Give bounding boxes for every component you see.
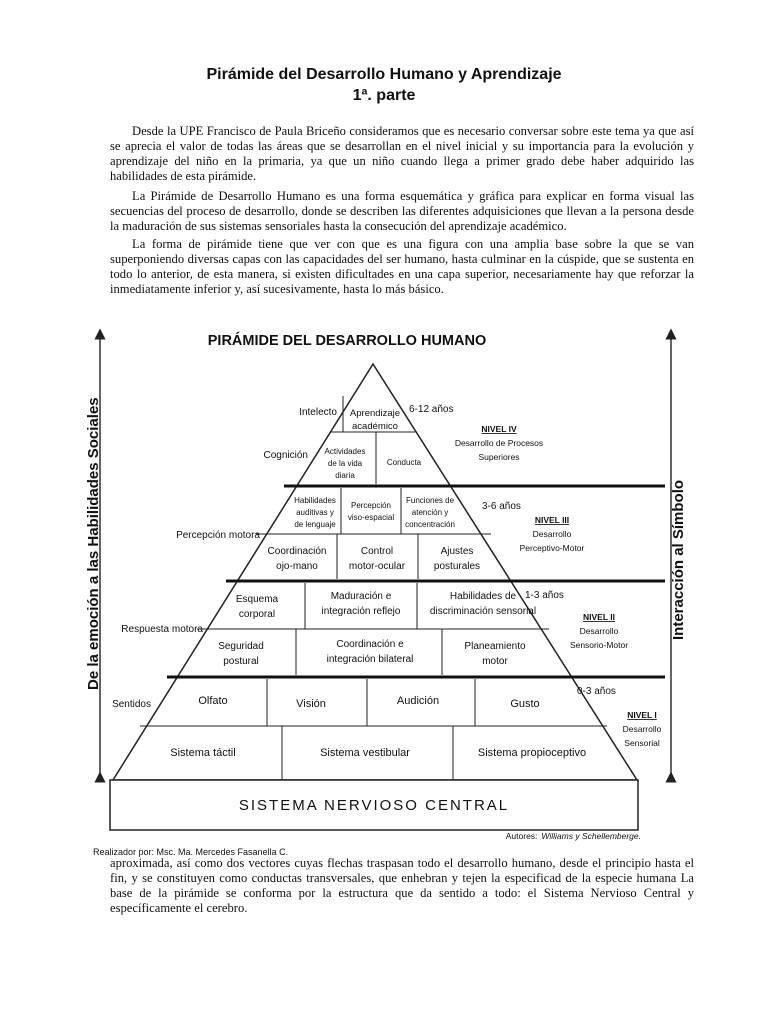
row-label-cognicion: Cognición bbox=[263, 450, 308, 461]
cell-percepcion-viso: viso-espacial bbox=[347, 513, 395, 522]
cell-sistema-tactil: Sistema táctil bbox=[170, 747, 236, 759]
age-level-1: 0-3 años bbox=[577, 686, 616, 697]
level-2-title: NIVEL II bbox=[583, 612, 615, 622]
level-3-title: NIVEL III bbox=[534, 515, 570, 525]
level-4-title: NIVEL IV bbox=[481, 424, 517, 434]
level-4-desc: Desarrollo de Procesos bbox=[454, 438, 544, 448]
cell-habilidades-auditivas: auditivas y bbox=[296, 508, 334, 517]
cell-gusto: Gusto bbox=[510, 698, 540, 710]
cell-audicion: Audición bbox=[396, 695, 440, 707]
cell-esquema: Esquema bbox=[235, 594, 279, 605]
paragraph-continuation: aproximada, así como dos vectores cuyas flechas traspasan todo el desarrollo humano, desde el principio hasta el fin, y se constituyen como conductas transversales, que enhebran y tejen la especificad de la especie humana La base de la pirámide se conforma por la estructura que da sentido a todo: el Sistema Nervioso Central y específicamente el cerebro. bbox=[110, 856, 694, 915]
age-level-3: 3-6 años bbox=[482, 501, 521, 512]
cell-vision: Visión bbox=[296, 698, 326, 710]
age-level-4: 6-12 años bbox=[409, 404, 454, 415]
level-3-desc: Perceptivo-Motor bbox=[519, 543, 585, 553]
cell-conducta: Conducta bbox=[386, 458, 422, 467]
row-label-percepcion: Percepción motora bbox=[176, 530, 260, 541]
level-4-desc: Superiores bbox=[478, 452, 520, 462]
cell-funciones: concentración bbox=[405, 520, 455, 529]
cell-planeamiento: motor bbox=[482, 656, 508, 667]
cell-habilidades-discriminacion: discriminación sensorial bbox=[429, 606, 537, 617]
cell-coordinacion-bilateral: Coordinación e bbox=[336, 639, 404, 650]
cell-olfato: Olfato bbox=[198, 695, 228, 707]
age-level-2: 1-3 años bbox=[525, 590, 564, 601]
cell-maduracion: Maduración e bbox=[330, 591, 392, 602]
made-by-credit: Realizador por: Msc. Ma. Mercedes Fasanella C. bbox=[93, 847, 289, 857]
cell-seguridad: Seguridad bbox=[218, 641, 264, 652]
base-label: SISTEMA NERVIOSO CENTRAL bbox=[238, 797, 510, 814]
cell-control-motor: motor-ocular bbox=[348, 561, 406, 572]
cell-esquema: corporal bbox=[238, 609, 276, 620]
cell-actividades: de la vida bbox=[327, 459, 363, 468]
cell-funciones: atención y bbox=[411, 508, 449, 517]
cell-planeamiento: Planeamiento bbox=[464, 641, 526, 652]
row-label-respuesta: Respuesta motora bbox=[121, 624, 203, 635]
paragraph-intro: Desde la UPE Francisco de Paula Briceño consideramos que es necesario conversar sobre este tema ya que así se aprecia el valor de todas las áreas que se desarrollan en el nivel inicial y su importancia para la evolución y aprendizaje del niño en la primaria, ya que un niño cuando llega a primer grado debe haber adquirido las habilidades de esta pirámide. bbox=[110, 124, 694, 183]
row-label-sentidos: Sentidos bbox=[112, 699, 151, 710]
level-1-desc: Sensorial bbox=[624, 738, 660, 748]
authors-names: Williams y Schellemberge. bbox=[541, 831, 641, 841]
cell-ajustes: Ajustes bbox=[440, 546, 474, 557]
level-1-title: NIVEL I bbox=[627, 710, 657, 720]
cell-percepcion-viso: Percepción bbox=[350, 501, 392, 510]
paragraph-shape: La forma de pirámide tiene que ver con que es una figura con una amplia base sobre la que se van superponiendo diversas capas con las capacidades del ser humano, hasta culminar en la cúspide, que se sustenta en todo lo anterior, de esta manera, si existen dificultades en una capa superior, necesariamente hay que reforzar la inmediatamente inferior y, así sucesivamente, hasta lo más básico. bbox=[110, 237, 694, 296]
cell-habilidades-discriminacion: Habilidades de bbox=[449, 591, 517, 602]
cell-aprendizaje: Aprendizaje bbox=[349, 408, 401, 419]
level-2-desc: Desarrollo bbox=[579, 626, 619, 636]
cell-aprendizaje: académico bbox=[352, 421, 398, 432]
cell-actividades: diaria bbox=[335, 471, 355, 480]
cell-sistema-propioceptivo: Sistema propioceptivo bbox=[477, 747, 587, 759]
cell-actividades: Actividades bbox=[324, 447, 366, 456]
cell-ajustes: posturales bbox=[433, 561, 481, 572]
authors-credit bbox=[506, 831, 641, 841]
cell-seguridad: postural bbox=[223, 656, 259, 667]
row-label-intelecto: Intelecto bbox=[299, 407, 337, 418]
level-3-desc: Desarrollo bbox=[532, 529, 572, 539]
pyramid-figure bbox=[85, 322, 705, 862]
document-title: Pirámide del Desarrollo Humano y Aprendizaje bbox=[206, 66, 562, 83]
cell-control-motor: Control bbox=[360, 546, 394, 557]
cell-funciones: Funciones de bbox=[405, 496, 455, 505]
cell-habilidades-auditivas: de lenguaje bbox=[294, 520, 336, 529]
right-arrow-label: Interacción al Símbolo bbox=[670, 479, 687, 640]
cell-coordinacion-bilateral: integración bilateral bbox=[326, 654, 414, 665]
level-1-desc: Desarrollo bbox=[622, 724, 662, 734]
paragraph-definition: La Pirámide de Desarrollo Humano es una forma esquemática y gráfica para explicar en forma visual las secuencias del proceso de desarrollo, donde se describen las diferentes adquisiciones que llevan a la persona desde la maduración de sus sistemas sensoriales hasta la consecución del aprendizaje académico. bbox=[110, 189, 694, 233]
cell-maduracion: integración reflejo bbox=[321, 606, 401, 617]
level-2-desc: Sensorio-Motor bbox=[569, 640, 629, 650]
cell-coordinacion-ojo-mano: ojo-mano bbox=[276, 561, 318, 572]
document-subtitle: 1ª. parte bbox=[352, 87, 416, 104]
figure-title: PIRÁMIDE DEL DESARROLLO HUMANO bbox=[207, 333, 487, 349]
left-arrow-label: De la emoción a las Habilidades Sociales bbox=[85, 397, 102, 690]
cell-coordinacion-ojo-mano: Coordinación bbox=[267, 546, 327, 557]
authors-label: Autores: bbox=[505, 831, 538, 841]
cell-sistema-vestibular: Sistema vestibular bbox=[320, 747, 410, 759]
cell-habilidades-auditivas: Habilidades bbox=[294, 496, 336, 505]
